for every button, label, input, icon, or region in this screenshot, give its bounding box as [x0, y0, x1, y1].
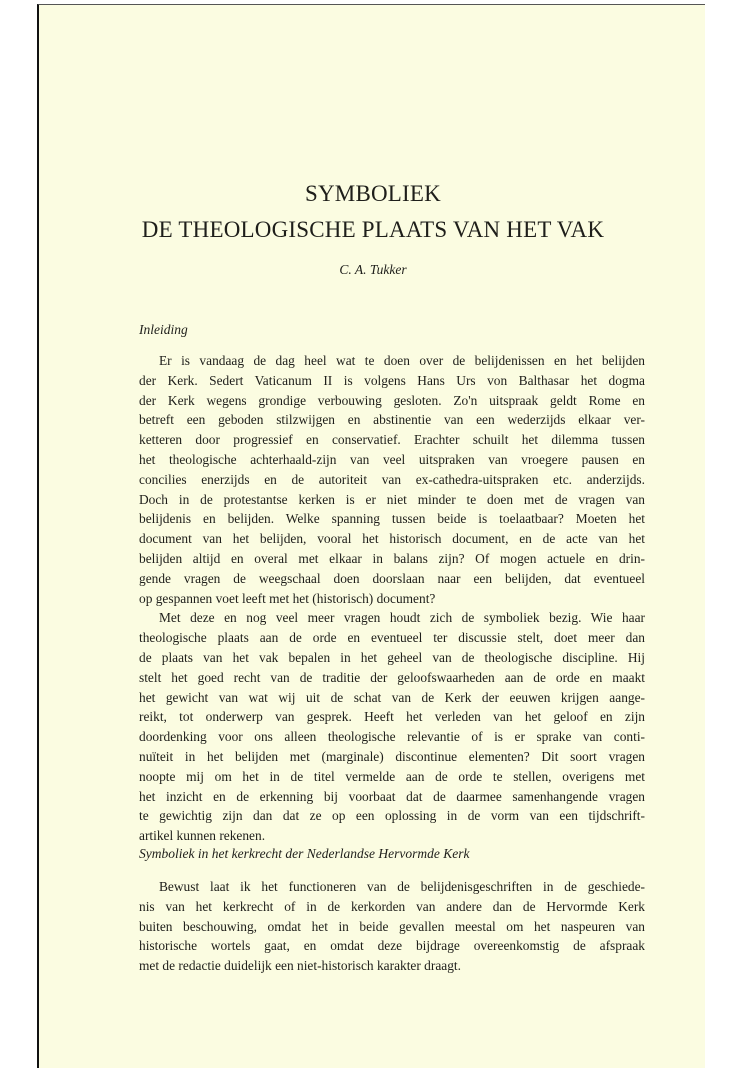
text-line: historische wortels gaat, en omdat deze bijdrage overeenkomstig de afspraak — [139, 938, 645, 954]
text-line: ketteren door progressief en conservatief. Erachter schuilt het dilemma tussen — [139, 432, 645, 448]
text-line: theologische plaats aan de orde en eventueel ter discussie stelt, doet meer dan — [139, 630, 645, 646]
text-line: artikel kunnen rekenen. — [139, 828, 266, 844]
article-title-line-1: SYMBOLIEK — [305, 181, 441, 206]
section-body-kerkrecht — [139, 877, 645, 976]
text-line: Er is vandaag de dag heel wat te doen over de belijdenissen en het belijden — [159, 353, 645, 368]
text-line: het inzicht en de erkenning bij voorbaat dat de daarmee samenhangende vragen — [139, 788, 645, 804]
text-line: stelt het goed recht van de traditie der geloofswaarheden aan de orde en maakt — [139, 669, 645, 685]
article-title-line-2: DE THEOLOGISCHE PLAATS VAN HET VAK — [141, 217, 605, 242]
text-line: gende vragen de weegschaal doen doorslaan naar een belijden, dat eventueel — [139, 570, 645, 586]
text-line: met de redactie duidelijk een niet-historisch karakter draagt. — [139, 958, 461, 974]
text-line: der Kerk wegens grondige verbouwing gesloten. Zo'n uitspraak geldt Rome en — [139, 392, 645, 408]
text-line: te gewichtig zijn dan dat ze op een oplossing in de vorm van een tijdschrift- — [139, 808, 645, 824]
text-line: Bewust laat ik het functioneren van de belijdenisgeschriften in de geschiede- — [159, 879, 645, 894]
text-line: op gespannen voet leeft met het (historisch) document? — [139, 590, 436, 606]
text-line: concilies enerzijds en de autoriteit van ex-cathedra-uitspraken etc. anderzijds. — [139, 471, 645, 487]
section-heading-kerkrecht: Symboliek in het kerkrecht der Nederlandse Hervormde Kerk — [139, 846, 470, 861]
text-line: het theologische achterhaald-zijn van veel uitspraken van vroegere pausen en — [139, 451, 645, 467]
article-author: C. A. Tukker — [339, 262, 407, 277]
document-page — [37, 4, 705, 1068]
text-line: document van het belijden, vooral het historisch document, en de acte van het — [139, 531, 645, 547]
text-line: nuïteit in het belijden met (marginale) discontinue elementen? Dit soort vragen — [139, 748, 645, 764]
section-body-inleiding — [139, 351, 645, 846]
text-line: noopte mij om het in de titel vermelde aan de orde te stellen, overigens met — [139, 768, 645, 784]
section-heading-inleiding: Inleiding — [139, 322, 188, 337]
text-line: belijdenis en belijden. Welke spanning tussen beide is toelaatbaar? Moeten het — [139, 511, 645, 527]
text-line: reikt, tot onderwerp van gesprek. Heeft het verleden van het geloof en zijn — [139, 709, 645, 725]
text-line: de plaats van het vak bepalen in het geheel van de theologische discipline. Hij — [139, 649, 645, 665]
text-line: nis van het kerkrecht of in de kerkorden van andere dan de Hervormde Kerk — [139, 898, 645, 914]
text-line: der Kerk. Sedert Vaticanum II is volgens Hans Urs von Balthasar het dogma — [139, 372, 645, 388]
text-line: betreft een geboden stilzwijgen en abstinentie van een wederzijds elkaar ver- — [139, 412, 645, 428]
text-line: het gewicht van wat wij uit de schat van de Kerk der eeuwen krijgen aange- — [139, 689, 645, 705]
text-line: doordenking voor ons alleen theologische relevantie of is er sprake van conti- — [139, 729, 645, 745]
text-line: Met deze en nog veel meer vragen houdt zich de symboliek bezig. Wie haar — [159, 610, 645, 626]
text-line: belijden altijd en overal met elkaar in balans zijn? Of mogen actuele en drin- — [139, 550, 645, 566]
text-line: buiten beschouwing, omdat het in beide gevallen meestal om het naspeuren van — [139, 918, 645, 934]
text-line: Doch in de protestantse kerken is er niet minder te doen met de vragen van — [139, 491, 645, 507]
